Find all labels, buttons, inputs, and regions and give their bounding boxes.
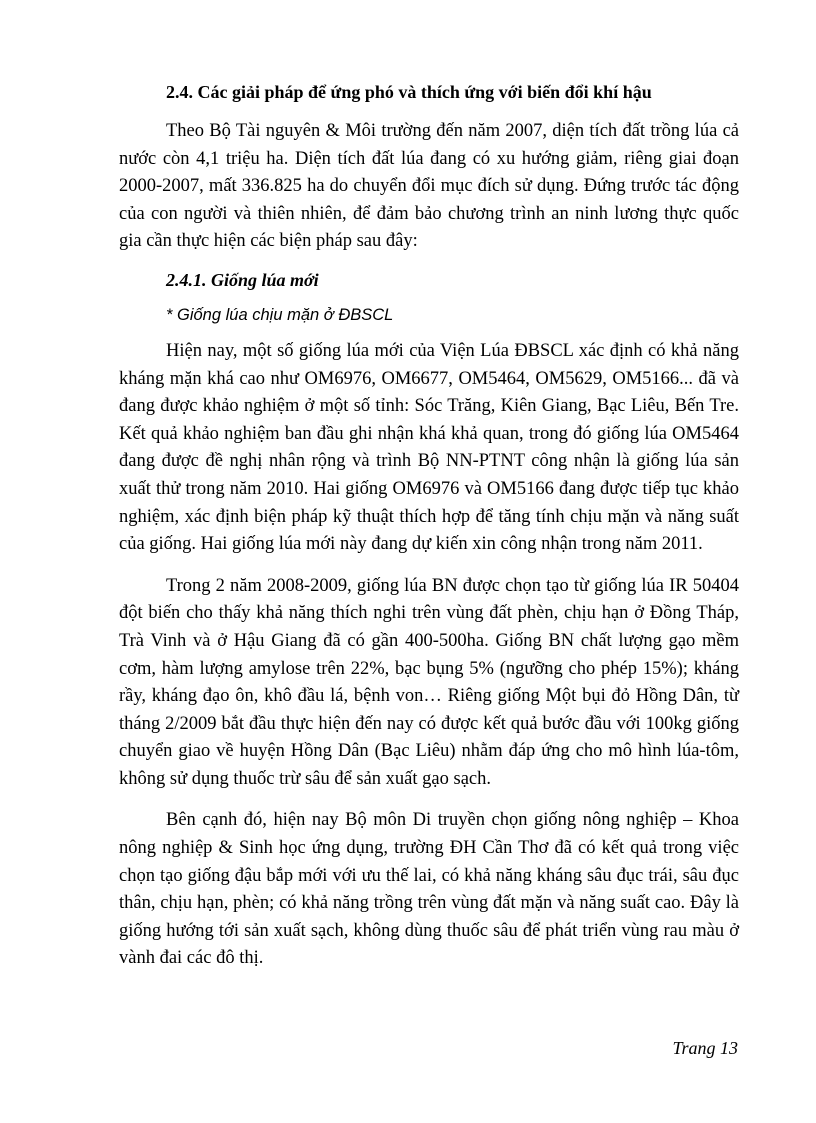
subheading-salt-tolerant-rice: * Giống lúa chịu mặn ở ĐBSCL — [166, 305, 394, 324]
paragraph-new-varieties: Hiện nay, một số giống lúa mới của Viện Lúa ĐBSCL xác định có khả năng kháng mặn khá cao như OM6976, OM6677, OM5464, OM5629, OM5166... đã và đang được khảo nghiệm ở một số tỉnh: Sóc Trăng, Kiên Giang, Bạc Liêu, Bến Tre. Kết quả khảo nghiệm ban đầu ghi nhận khá khả quan, trong đó giống lúa OM5464 đang được đề nghị nhân rộng và trình Bộ NN-PTNT công nhận là giống lúa sản xuất thử trong năm 2010. Hai giống OM6976 và OM5166 đang được tiếp tục khảo nghiệm, xác định biện pháp kỹ thuật thích hợp để tăng tính chịu mặn và năng suất của giống. Hai giống lúa mới này đang dự kiến xin công nhận trong năm 2011. — [119, 340, 739, 555]
subsection-title: 2.4.1. Giống lúa mới — [166, 269, 319, 290]
paragraph-bn-variety: Trong 2 năm 2008-2009, giống lúa BN được chọn tạo từ giống lúa IR 50404 đột biến cho thấy khả năng thích nghi trên vùng đất phèn, chịu hạn ở Đồng Tháp, Trà Vinh và ở Hậu Giang đã có gần 400-500ha. Giống BN chất lượng gạo mềm cơm, hàm lượng amylose trên 22%, bạc bụng 5% (ngưỡng cho phép 15%); kháng rầy, kháng đạo ôn, khô đầu lá, bệnh von… Riêng giống Một bụi đỏ Hồng Dân, từ tháng 2/2009 bắt đầu thực hiện đến nay có được kết quả bước đầu với 100kg giống chuyển giao về huyện Hồng Dân (Bạc Liêu) nhằm đáp ứng cho mô hình lúa-tôm, không sử dụng thuốc trừ sâu để sản xuất gạo sạch. — [119, 575, 739, 789]
paragraph-okra-breeding: Bên cạnh đó, hiện nay Bộ môn Di truyền chọn giống nông nghiệp – Khoa nông nghiệp & Sinh học ứng dụng, trường ĐH Cần Thơ đã có kết quả trong việc chọn tạo giống đậu bắp mới với ưu thế lai, có khả năng kháng sâu đục trái, sâu đục thân, chịu hạn, phèn; có khả năng trồng trên vùng đất mặn và năng suất cao. Đây là giống hướng tới sản xuất sạch, không dùng thuốc sâu để phát triển vùng rau màu ở vành đai các đô thị. — [119, 810, 739, 969]
section-title: 2.4. Các giải pháp để ứng phó và thích ứng với biến đổi khí hậu — [166, 82, 652, 102]
page-content — [119, 80, 739, 973]
intro-paragraph: Theo Bộ Tài nguyên & Môi trường đến năm 2007, diện tích đất trồng lúa cả nước còn 4,1 triệu ha. Diện tích đất lúa đang có xu hướng giảm, riêng giai đoạn 2000-2007, mất 336.825 ha do chuyển đổi mục đích sử dụng. Đứng trước tác động của con người và thiên nhiên, để đảm bảo chương trình an ninh lương thực quốc gia cần thực hiện các biện pháp sau đây: — [119, 121, 739, 252]
page-number: Trang 13 — [672, 1038, 738, 1058]
